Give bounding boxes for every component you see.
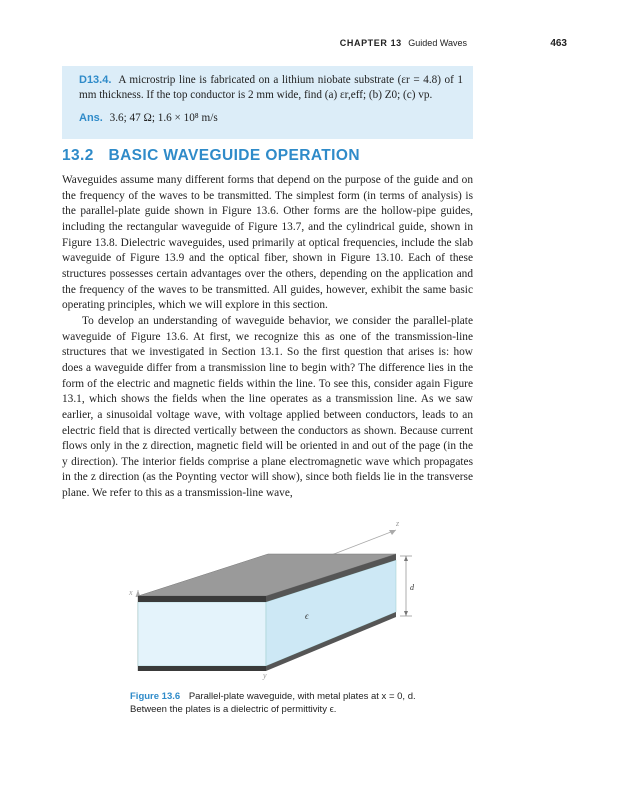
running-header — [62, 38, 567, 52]
section-title: BASIC WAVEGUIDE OPERATION — [108, 147, 360, 164]
d-label: d — [410, 583, 414, 592]
drill-question: A microstrip line is fabricated on a lithium niobate substrate (εr = 4.8) of 1 mm thickness. If the top conductor is 2 mm wide, find (a) εr,eff; (b) Z0; (c) vp. — [79, 74, 463, 101]
page-number: 463 — [550, 38, 567, 49]
d-arrow-bottom — [404, 611, 408, 616]
waveguide-diagram — [100, 516, 440, 686]
body-text — [62, 173, 473, 502]
paragraph: Waveguides assume many different forms that depend on the purpose of the guide and on the frequency of the waves to be transmitted. The simplest form (in terms of analysis) is the parallel-plate guide shown in Figure 13.6. Other forms are the hollow-pipe guides, including the rectangular waveguide of Figure 13.7, and the cylindrical guide, shown in Figure 13.8. Dielectric waveguides, used primarily at optical frequencies, include the slab waveguide of Figure 13.9 and the optical fiber, shown in Figure 13.10. Each of these structures possesses certain advantages over the others, depending on the application and the frequency of the waves to be transmitted. All guides, however, exhibit the same basic operating principles, which we will explore in this section. — [62, 174, 473, 312]
y-axis-label: y — [263, 671, 267, 680]
dielectric-front — [138, 602, 266, 666]
drill-answer-paragraph — [79, 111, 463, 126]
answer-label: Ans. — [79, 112, 103, 124]
chapter-title: Guided Waves — [408, 38, 467, 48]
drill-problem-box — [62, 66, 473, 139]
parallel-plate-figure — [100, 516, 440, 686]
figure-caption — [130, 690, 430, 716]
drill-answer: 3.6; 47 Ω; 1.6 × 10⁸ m/s — [109, 112, 218, 124]
epsilon-label: ϵ — [305, 611, 309, 621]
z-axis-label: z — [396, 519, 400, 528]
figure-caption-label: Figure 13.6 — [130, 691, 181, 702]
section-heading — [62, 147, 482, 165]
paragraph: To develop an understanding of waveguide behavior, we consider the parallel-plate waveguide of Figure 13.6. At first, we recognize this as one of the transmission-line structures that we investigated in Section 13.1. So the first question that arises is: how does a waveguide differ from a transmission line to begin with? The difference lies in the form of the electric and magnetic fields within the line. To see this, consider again Figure 13.1, which shows the fields when the line operates as a transmission line. As we saw earlier, a sinusoidal voltage wave, with voltage applied between conductors, leads to an electric field that is directed vertically between the conductors as shown. Because current flows only in the z direction, magnetic field will be oriented in and out of the page (in the y direction). The interior fields comprise a plane electromagnetic wave which propagates in the z direction (as the Poynting vector will show), since both fields lie in the transverse plane. We refer to this as a transmission-line wave, — [62, 314, 473, 500]
bottom-plate-front — [138, 666, 266, 671]
d-arrow-top — [404, 556, 408, 561]
section-number: 13.2 — [62, 147, 94, 164]
figure-caption-text: Parallel-plate waveguide, with metal plates at x = 0, d. Between the plates is a dielectric of permittivity ϵ. — [130, 691, 416, 715]
chapter-label: CHAPTER 13 — [339, 38, 402, 48]
chapter-heading — [340, 38, 467, 48]
top-plate-front — [138, 596, 266, 602]
x-axis-label: x — [129, 588, 133, 597]
drill-question-paragraph — [79, 73, 463, 103]
drill-label: D13.4. — [79, 74, 112, 86]
